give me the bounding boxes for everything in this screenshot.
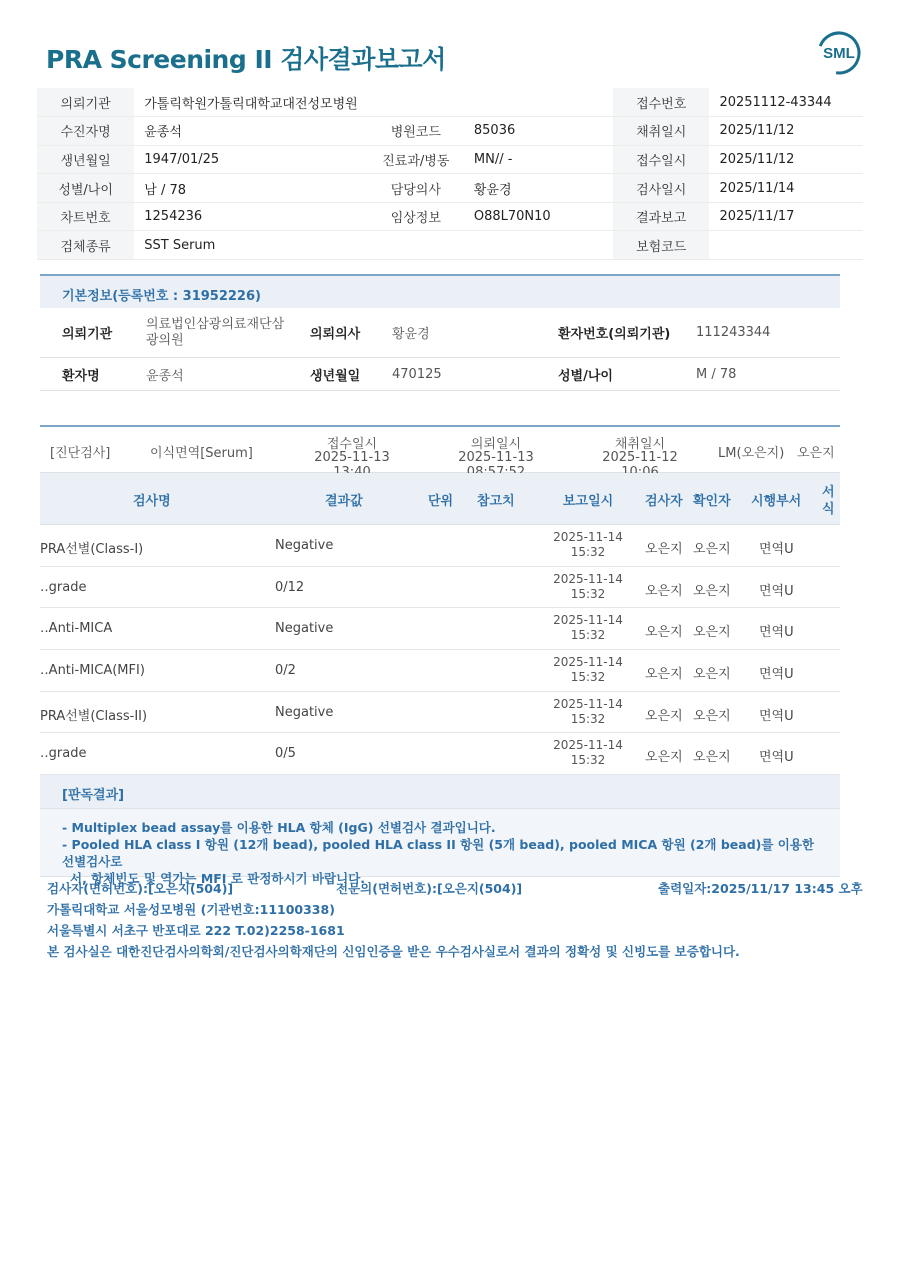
info-label: 임상정보 — [368, 202, 464, 231]
info-label: 생년월일 — [37, 145, 134, 174]
report-date: 2025-11-14 — [553, 571, 623, 586]
result-report-date — [548, 572, 628, 602]
result-dept: 면역U — [759, 750, 794, 766]
footer-specialist: 전문의(면허번호):[오은지(504)] — [336, 881, 523, 896]
col-result: 결과값 — [325, 494, 363, 509]
institution-label: 의뢰기관 — [62, 327, 113, 342]
info-value — [709, 231, 863, 260]
test-dept: 이식면역[Serum] — [150, 446, 253, 461]
info-value — [464, 231, 613, 260]
report-title: PRA Screening II 검사결과보고서 — [46, 45, 446, 74]
results-table-body — [40, 525, 840, 775]
info-value: 1254236 — [134, 202, 368, 231]
info-row — [37, 88, 863, 117]
info-label: 진료과/병동 — [368, 145, 464, 174]
judgement-line: - Multiplex bead assay를 이용한 HLA 항체 (IgG) 선별검사 결과입니다. — [62, 820, 496, 836]
info-value: 가톨릭학원가톨릭대학교대전성모병원 — [134, 88, 368, 117]
result-value: Negative — [275, 621, 334, 637]
result-report-date — [548, 530, 628, 560]
received-label: 접수일시 — [326, 437, 378, 452]
result-dept: 면역U — [759, 542, 794, 557]
institution-value — [146, 317, 310, 349]
result-row — [40, 650, 840, 692]
judgement-body — [40, 809, 840, 887]
result-value: 0/2 — [275, 663, 296, 679]
results-table-header — [40, 473, 840, 525]
result-checker: 오은지 — [693, 750, 731, 766]
info-label: 담당의사 — [368, 174, 464, 203]
doctor-value: 황윤경 — [392, 327, 430, 342]
result-report-date — [548, 738, 628, 768]
result-row — [40, 733, 840, 775]
footer-printed: 출력일자:2025/11/17 13:45 오후 — [658, 881, 863, 896]
info-label: 보험코드 — [613, 231, 710, 260]
report-date: 2025-11-14 — [553, 696, 623, 711]
info-value: 남 / 78 — [134, 174, 368, 203]
judgement-line: - Pooled HLA class I 항원 (12개 bead), pooled HLA class II 항원 (5개 bead), pooled MICA 항원 (2개 bead)를 이용한 선별검사로 — [62, 837, 815, 870]
info-row — [37, 174, 863, 203]
col-format: 서 — [822, 485, 835, 500]
result-test-name: ‥grade — [40, 579, 87, 595]
report-time: 15:32 — [570, 670, 606, 685]
sml-logo-text: SML — [823, 45, 855, 62]
info-label: 접수일시 — [613, 145, 710, 174]
col-format: 식 — [822, 502, 835, 517]
info-value: 2025/11/17 — [709, 202, 863, 231]
col-reference: 참고치 — [477, 494, 515, 509]
result-report-date — [548, 697, 628, 727]
result-tester: 오은지 — [645, 583, 683, 599]
result-row — [40, 608, 840, 650]
result-checker: 오은지 — [693, 708, 731, 724]
result-test-name: ‥Anti-MICA — [40, 621, 113, 637]
info-label — [368, 231, 464, 260]
result-row — [40, 692, 840, 734]
result-report-date — [548, 655, 628, 685]
info-label: 병원코드 — [368, 117, 464, 146]
info-value: 황윤경 — [464, 174, 613, 203]
result-test-name: PRA선별(Class-I) — [40, 542, 144, 557]
report-date: 2025-11-14 — [553, 655, 623, 670]
col-test-name: 검사명 — [133, 494, 171, 509]
footer-certification: 본 검사실은 대한진단검사의학회/진단검사의학재단의 신임인증을 받은 우수검사실로서 결과의 정확성 및 신빙도를 보증합니다. — [47, 944, 740, 959]
info-label: 채취일시 — [613, 117, 710, 146]
result-row — [40, 567, 840, 609]
result-value: 0/12 — [275, 579, 305, 595]
info-label: 수진자명 — [37, 117, 134, 146]
info-label: 접수번호 — [613, 88, 710, 117]
patient-name-value: 윤종석 — [146, 368, 184, 384]
person-name: 오은지 — [797, 446, 835, 461]
info-label: 검사일시 — [613, 174, 710, 203]
footer-address: 서울특별시 서초구 반포대로 222 T.02)2258-1681 — [47, 923, 345, 938]
received-value: 2025-11-13 — [314, 450, 390, 465]
dob-label: 생년월일 — [310, 368, 361, 384]
result-test-name: ‥Anti-MICA(MFI) — [40, 663, 145, 679]
judgement-header: [판독결과] — [40, 775, 840, 809]
result-tester: 오은지 — [645, 750, 683, 766]
patient-id-label: 환자번호(의뢰기관) — [558, 327, 671, 342]
result-dept: 면역U — [759, 583, 794, 599]
judgement-line: 서, 항체빈도 및 역가는 MFI 로 판정하시기 바랍니다. — [70, 871, 366, 887]
result-tester: 오은지 — [645, 542, 683, 557]
info-row — [37, 202, 863, 231]
test-category: [진단검사] — [50, 446, 111, 461]
info-value: 2025/11/12 — [709, 117, 863, 146]
info-value: O88L70N10 — [464, 202, 613, 231]
result-checker: 오은지 — [693, 583, 731, 599]
result-tester: 오은지 — [645, 667, 683, 683]
info-value: 20251112-43344 — [709, 88, 863, 117]
info-value — [464, 88, 613, 117]
info-value: 윤종석 — [134, 117, 368, 146]
report-date: 2025-11-14 — [553, 530, 623, 544]
footer-tester: 검사자(면허번호):[오은지(504)] — [47, 881, 234, 896]
col-report-date: 보고일시 — [563, 494, 614, 509]
info-label: 검체종류 — [37, 231, 134, 260]
patient-name-label: 환자명 — [62, 368, 100, 384]
result-checker: 오은지 — [693, 542, 731, 557]
report-time: 15:32 — [570, 753, 606, 768]
info-value: 85036 — [464, 117, 613, 146]
patient-id-value: 111243344 — [696, 325, 771, 340]
info-label — [368, 88, 464, 117]
result-dept: 면역U — [759, 708, 794, 724]
result-dept: 면역U — [759, 625, 794, 641]
collected-value: 2025-11-12 — [602, 450, 678, 465]
col-unit: 단위 — [428, 494, 454, 509]
info-label: 차트번호 — [37, 202, 134, 231]
info-value: 2025/11/14 — [709, 174, 863, 203]
sex-age-label: 성별/나이 — [558, 368, 613, 384]
info-value: 1947/01/25 — [134, 145, 368, 174]
institution-value-line: 광의원 — [146, 332, 184, 348]
info-label: 의뢰기관 — [37, 88, 134, 117]
basic-info-section — [40, 274, 840, 391]
info-value: SST Serum — [134, 231, 368, 260]
results-section — [40, 425, 840, 887]
report-time: 15:32 — [570, 711, 606, 726]
report-time: 15:32 — [570, 586, 606, 601]
report-date: 2025-11-14 — [553, 613, 623, 628]
result-value: 0/5 — [275, 746, 296, 762]
lm-name: LM(오은지) — [718, 446, 785, 461]
info-label: 성별/나이 — [37, 174, 134, 203]
result-value: Negative — [275, 538, 334, 553]
result-checker: 오은지 — [693, 667, 731, 683]
footer-hospital: 가톨릭대학교 서울성모병원 (기관번호:11100338) — [47, 902, 335, 917]
requested-label: 의뢰일시 — [470, 437, 522, 452]
result-test-name: ‥grade — [40, 746, 87, 762]
col-dept: 시행부서 — [751, 494, 802, 509]
col-checker: 확인자 — [693, 494, 731, 509]
report-time: 15:32 — [570, 628, 606, 643]
info-row — [37, 231, 863, 260]
col-tester: 검사자 — [645, 494, 683, 509]
result-report-date — [548, 613, 628, 643]
basic-info-row — [40, 358, 840, 391]
info-row — [37, 145, 863, 174]
sml-logo — [816, 30, 862, 76]
collected-label: 채취일시 — [614, 437, 666, 452]
institution-value-line: 의료법인삼광의료재단삼 — [146, 316, 285, 332]
patient-info-table — [37, 88, 863, 260]
info-value: MN// - — [464, 145, 613, 174]
dob-value: 470125 — [392, 366, 442, 382]
test-meta-row — [40, 427, 840, 473]
info-value: 2025/11/12 — [709, 145, 863, 174]
report-date: 2025-11-14 — [553, 738, 623, 753]
basic-info-row — [40, 308, 840, 358]
info-label: 결과보고 — [613, 202, 710, 231]
requested-value: 2025-11-13 — [458, 450, 534, 465]
info-row — [37, 117, 863, 146]
result-checker: 오은지 — [693, 625, 731, 641]
basic-info-header: 기본정보(등록번호 : 31952226) — [40, 274, 840, 308]
result-row — [40, 525, 840, 567]
sex-age-value: M / 78 — [696, 366, 737, 382]
report-time: 15:32 — [570, 545, 606, 559]
doctor-label: 의뢰의사 — [310, 327, 361, 342]
result-tester: 오은지 — [645, 708, 683, 724]
result-test-name: PRA선별(Class-II) — [40, 708, 148, 724]
result-dept: 면역U — [759, 667, 794, 683]
result-value: Negative — [275, 704, 334, 720]
result-tester: 오은지 — [645, 625, 683, 641]
